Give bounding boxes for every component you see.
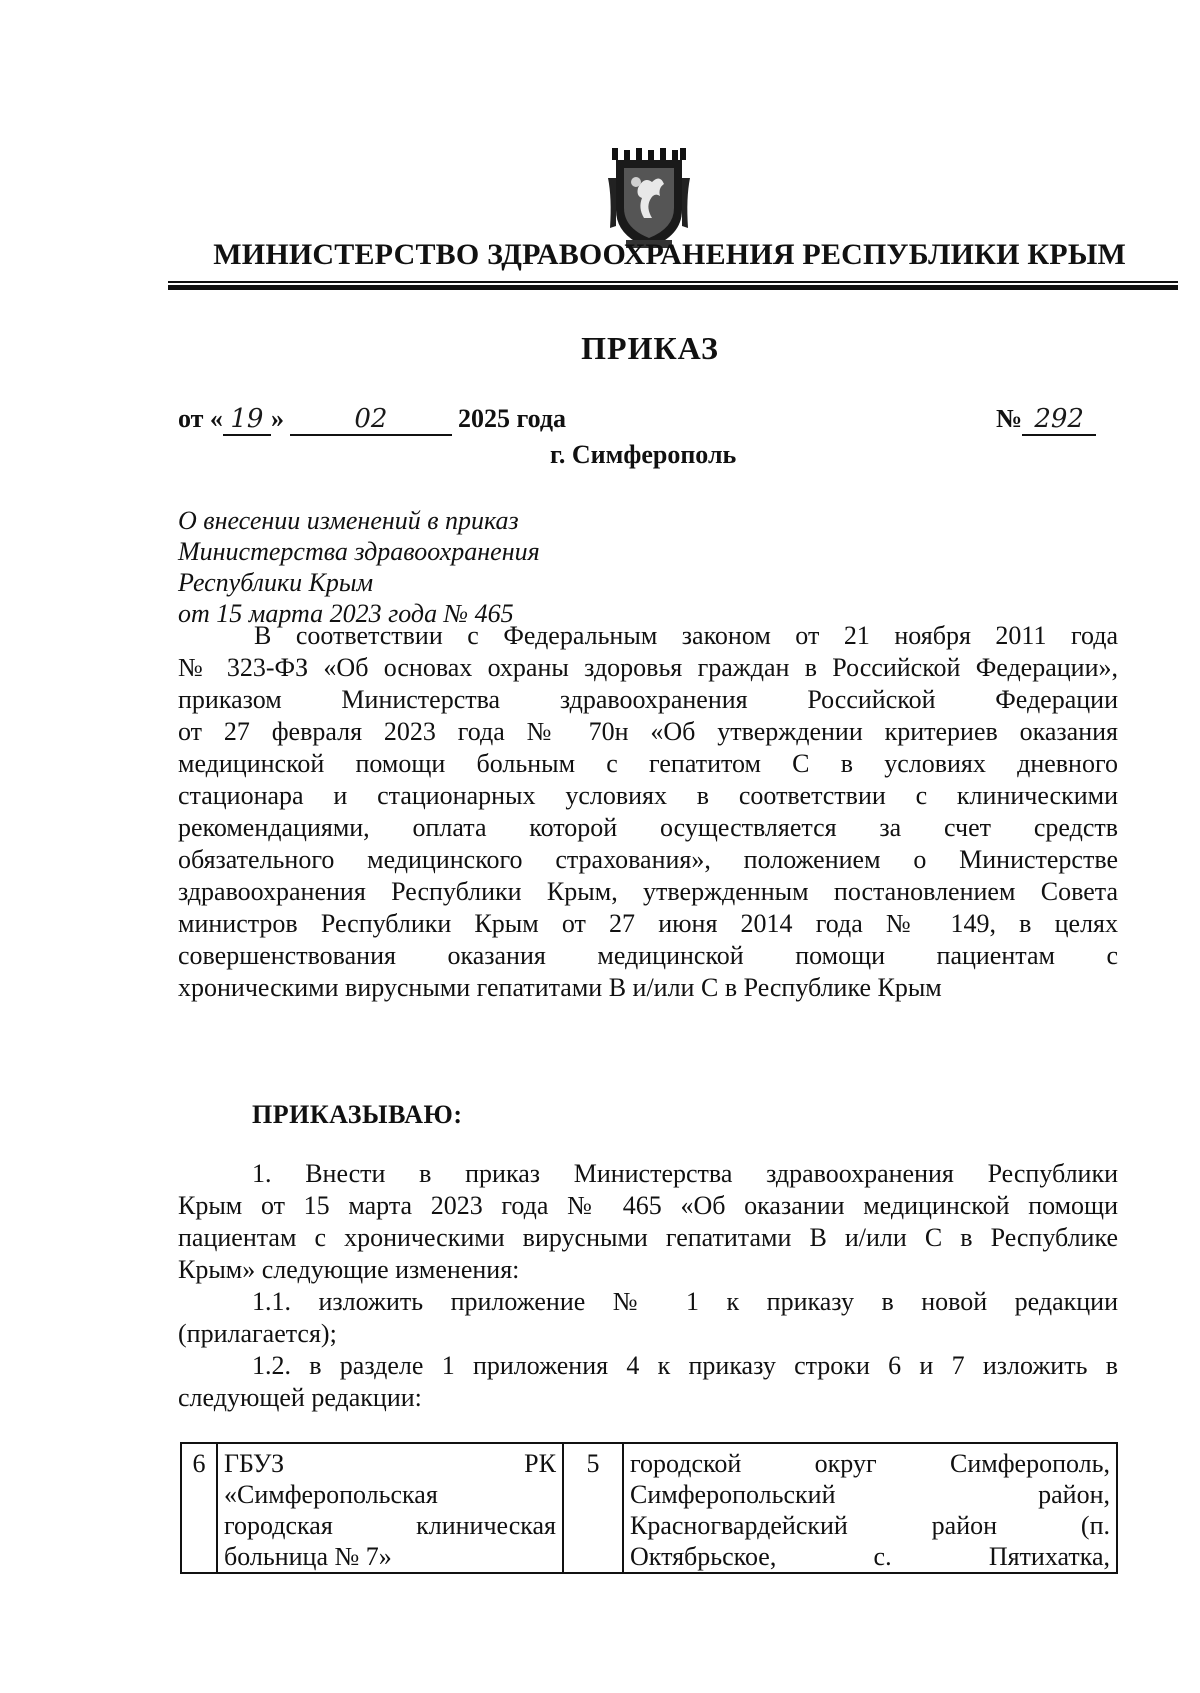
preamble-line: № 323-ФЗ «Об основах охраны здоровья граждан в Российской Федерации», xyxy=(178,653,1118,682)
number-prefix: № xyxy=(996,404,1023,433)
area-cell xyxy=(623,1443,1117,1573)
header-rule-thick xyxy=(168,285,1178,290)
area-line: Красногвардейский район (п. xyxy=(630,1511,1110,1540)
table-row xyxy=(181,1443,1117,1573)
area-line: Октябрьское, с. Пятихатка, xyxy=(630,1542,1110,1571)
preamble-line: медицинской помощи больным с гепатитом С в условиях дневного xyxy=(178,749,1118,778)
preamble-line: В соответствии с Федеральным законом от 21 ноября 2011 года xyxy=(254,621,1118,650)
preamble-line: обязательного медицинского страхования», положением о Министерстве xyxy=(178,845,1118,874)
subject-block xyxy=(178,505,540,629)
subject-line: Республики Крым xyxy=(178,568,374,597)
number-handwritten: 292 xyxy=(1022,404,1096,436)
organization-line: больница № 7» xyxy=(224,1542,392,1571)
item-line: 1. Внести в приказ Министерства здравоохранения Республики xyxy=(252,1159,1118,1188)
preamble-line: рекомендациями, оплата которой осуществляется за счет средств xyxy=(178,813,1118,842)
preamble-line: стационара и стационарных условиях в соответствии с клиническими xyxy=(178,781,1118,810)
date-month-handwritten: 02 xyxy=(290,404,452,436)
subject-line: от 15 марта 2023 года № 465 xyxy=(178,599,514,628)
item-line: (прилагается); xyxy=(178,1319,337,1348)
area-line: городской округ Симферополь, xyxy=(630,1449,1110,1478)
order-word: ПРИКАЗЫВАЮ: xyxy=(252,1100,463,1129)
subject-line: Министерства здравоохранения xyxy=(178,537,540,566)
date-day-handwritten: 19 xyxy=(223,404,271,436)
preamble-line: министров Республики Крым от 27 июня 2014 года № 149, в целях xyxy=(178,909,1118,938)
item-line: следующей редакции: xyxy=(178,1383,422,1412)
header-rule-thin xyxy=(168,281,1178,283)
organization-line: городская клиническая xyxy=(224,1511,556,1540)
preamble-line: хроническими вирусными гепатитами В и/или С в Республике Крым xyxy=(178,973,942,1002)
organization-line: «Симферопольская xyxy=(224,1480,438,1509)
row-number: 6 xyxy=(181,1443,217,1573)
order-number xyxy=(996,404,1096,436)
item-line: 1.2. в разделе 1 приложения 4 к приказу строки 6 и 7 изложить в xyxy=(252,1351,1118,1380)
subject-line: О внесении изменений в приказ xyxy=(178,506,519,535)
facilities-table xyxy=(180,1442,1118,1574)
preamble-line: приказом Министерства здравоохранения Российской Федерации xyxy=(178,685,1118,714)
item-line: Крым от 15 марта 2023 года № 465 «Об оказании медицинской помощи xyxy=(178,1191,1118,1220)
organization-line: ГБУЗ РК xyxy=(224,1449,556,1478)
document-type-title: ПРИКАЗ xyxy=(581,330,719,366)
item-line: Крым» следующие изменения: xyxy=(178,1255,520,1284)
area-line: Симферопольский район, xyxy=(630,1480,1110,1509)
preamble-line: от 27 февраля 2023 года № 70н «Об утверждении критериев оказания xyxy=(178,717,1118,746)
date-year: 2025 года xyxy=(457,404,566,433)
date-mid: » xyxy=(270,404,284,433)
ministry-name: МИНИСТЕРСТВО ЗДРАВООХРАНЕНИЯ РЕСПУБЛИКИ КРЫМ xyxy=(213,238,1126,271)
item-line: 1.1. изложить приложение № 1 к приказу в новой редакции xyxy=(252,1287,1118,1316)
item-line: пациентам с хроническими вирусными гепатитами В и/или С в Республике xyxy=(178,1223,1118,1252)
coat-of-arms-icon xyxy=(608,148,690,252)
organization-cell xyxy=(217,1443,563,1573)
date-prefix: от « xyxy=(178,404,223,433)
city: г. Симферополь xyxy=(550,440,737,469)
date-line xyxy=(178,404,566,436)
count-cell: 5 xyxy=(563,1443,623,1573)
preamble-line: совершенствования оказания медицинской помощи пациентам с xyxy=(178,941,1118,970)
preamble-line: здравоохранения Республики Крым, утвержденным постановлением Совета xyxy=(178,877,1118,906)
